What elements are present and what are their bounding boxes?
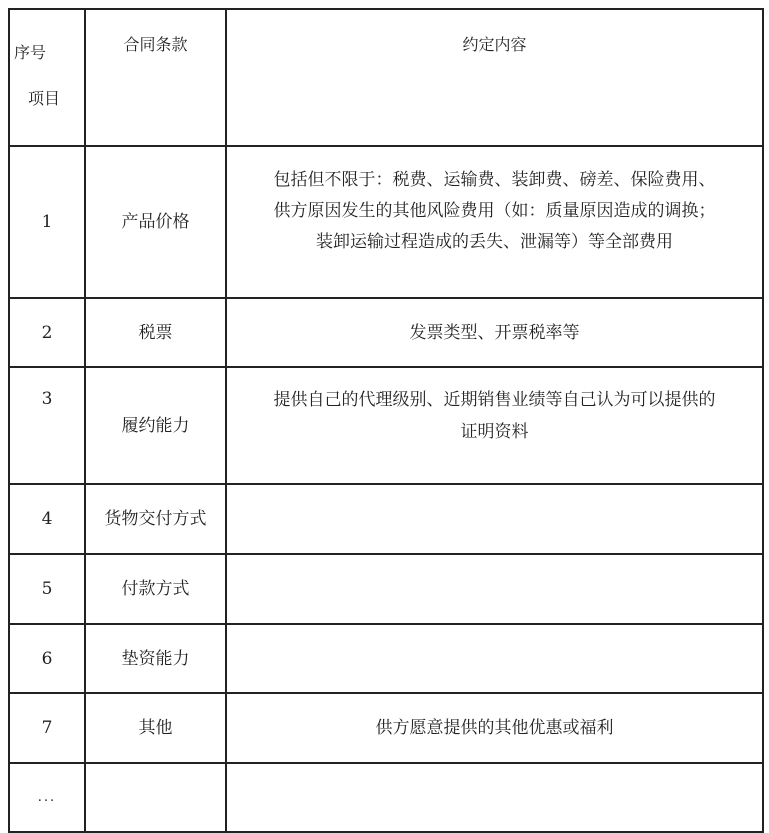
table-row [9, 298, 763, 367]
row-content-line: 提供自己的代理级别、近期销售业绩等自己认为可以提供的 [273, 390, 716, 410]
row-clause: 货物交付方式 [85, 484, 226, 554]
row-content-line: 装卸运输过程造成的丢失、泄漏等）等全部费用 [316, 231, 673, 252]
row-index: 5 [9, 554, 85, 624]
contract-terms-table [8, 8, 764, 833]
table-row [9, 554, 763, 624]
row-content-line: 发票类型、开票税率等 [409, 322, 580, 343]
header-row [9, 9, 763, 146]
row-index: 6 [9, 624, 85, 693]
row-content [226, 624, 763, 693]
row-clause [85, 763, 226, 832]
table-row [9, 484, 763, 554]
index-header-line2: 项目 [28, 89, 61, 108]
row-clause: 税票 [85, 298, 226, 367]
row-content [226, 763, 763, 832]
row-index: ... [9, 763, 85, 832]
index-header-cell [9, 9, 85, 146]
table-row [9, 693, 763, 763]
row-index: 3 [9, 367, 85, 484]
row-content-line: 包括但不限于：税费、运输费、装卸费、磅差、保险费用、 [273, 169, 716, 190]
row-index: 2 [9, 298, 85, 367]
row-content [226, 146, 763, 298]
content-header-cell: 约定内容 [226, 9, 763, 146]
row-index: 4 [9, 484, 85, 554]
row-content-line: 供方原因发生的其他风险费用（如：质量原因造成的调换； [273, 200, 716, 221]
row-clause: 其他 [85, 693, 226, 763]
row-content-line: 证明资料 [460, 422, 529, 442]
row-content [226, 298, 763, 367]
row-clause: 产品价格 [85, 146, 226, 298]
row-content [226, 367, 763, 484]
index-header-line1: 序号 [14, 43, 47, 62]
row-content [226, 554, 763, 624]
table-row [9, 146, 763, 298]
row-index: 1 [9, 146, 85, 298]
row-content-line: 供方愿意提供的其他优惠或福利 [375, 718, 614, 738]
row-clause: 垫资能力 [85, 624, 226, 693]
table-row [9, 763, 763, 832]
row-index: 7 [9, 693, 85, 763]
row-content [226, 484, 763, 554]
table-row [9, 624, 763, 693]
clause-header-cell: 合同条款 [85, 9, 226, 146]
row-clause: 履约能力 [85, 367, 226, 484]
table-row [9, 367, 763, 484]
row-content [226, 693, 763, 763]
row-clause: 付款方式 [85, 554, 226, 624]
